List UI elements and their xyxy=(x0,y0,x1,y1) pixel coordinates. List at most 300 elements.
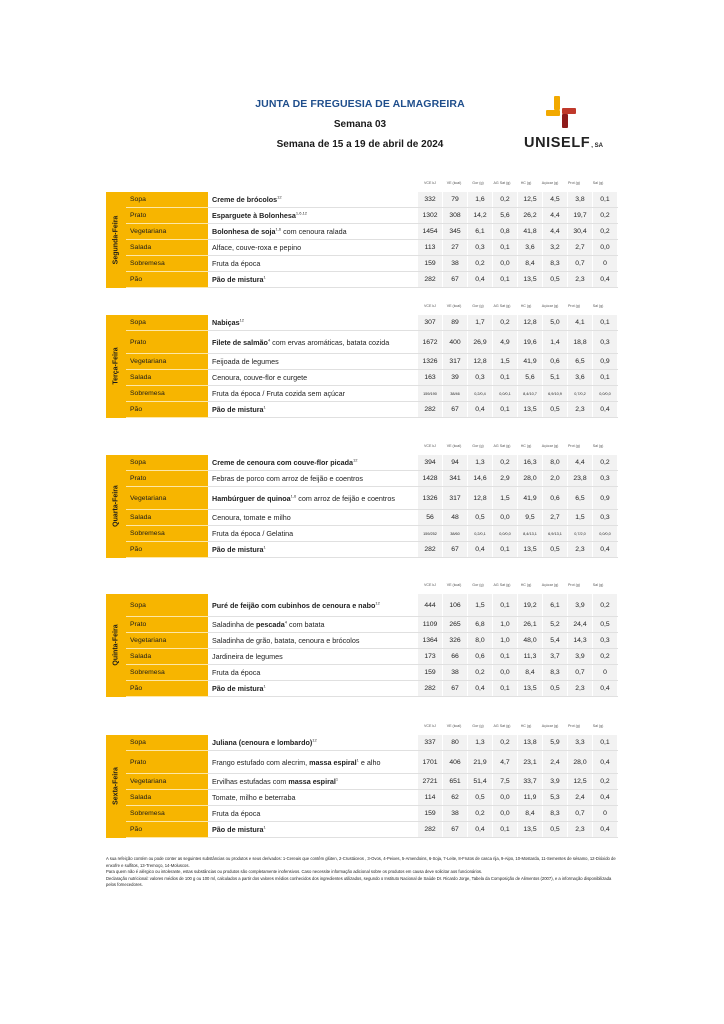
nutrition-header-label: Gor (g) xyxy=(472,181,484,185)
nutrition-value: 11,9 xyxy=(518,790,543,806)
dish-text: Saladinha de xyxy=(212,620,256,629)
nutrition-value: 1,3 xyxy=(468,455,493,471)
dish-name xyxy=(208,681,418,697)
nutrition-header-label: HC (g) xyxy=(520,304,532,308)
nutrition-value: 0,4 xyxy=(593,751,618,774)
nutrition-value: 2721 xyxy=(418,774,443,790)
nutrition-value: 0,3 xyxy=(593,471,618,487)
nutrition-header-label: HC (g) xyxy=(520,181,532,185)
nutrition-value: 0,2 xyxy=(593,208,618,224)
dish-text: Ervilhas estufadas com xyxy=(212,777,289,786)
nutrition-value: 1302 xyxy=(418,208,443,224)
nutrition-header xyxy=(106,180,614,190)
nutrition-value: 282 xyxy=(418,272,443,288)
nutrition-header-label: VE (kcal) xyxy=(446,724,462,728)
meal-category: Sopa xyxy=(126,192,208,208)
dish-text: Esparguete à Bolonhesa xyxy=(212,211,296,220)
uniself-logo-text: UNISELF, SA xyxy=(524,135,603,151)
dish-text: Frango estufado com alecrim, xyxy=(212,757,310,767)
nutrition-header-label: HC (g) xyxy=(520,724,532,728)
nutrition-value: 94 xyxy=(443,455,468,471)
dish-text: Pão de mistura xyxy=(212,545,264,554)
nutrition-value: 89 xyxy=(443,315,468,331)
dish-text: e alho xyxy=(358,757,381,767)
nutrition-value: 0,2 xyxy=(493,192,518,208)
nutrition-value: 1,0 xyxy=(493,633,518,649)
nutrition-value: 67 xyxy=(443,402,468,418)
nutrition-value: 1109 xyxy=(418,617,443,633)
allergen-codes: 1 xyxy=(263,683,266,689)
menu-row xyxy=(106,665,618,681)
nutrition-header-label: Açúcar (g) xyxy=(541,583,559,587)
allergen-codes: 1 xyxy=(263,824,266,830)
allergen-codes: 1 xyxy=(263,274,266,280)
nutrition-value: 0,4 xyxy=(593,681,618,697)
dish-text: Bolonhesa de soja xyxy=(212,227,276,236)
nutrition-value: 33,7 xyxy=(518,774,543,790)
nutrition-value: 13,5 xyxy=(518,681,543,697)
nutrition-value: 38 xyxy=(443,256,468,272)
nutrition-value: 41,8 xyxy=(518,224,543,240)
dish-text: Cenoura, couve-flor e curgete xyxy=(212,373,308,382)
nutrition-value: 26,1 xyxy=(518,617,543,633)
nutrition-value: 0,3 xyxy=(468,370,493,386)
dish-text: Filete de salmão xyxy=(212,337,268,347)
nutrition-header-label: VCE kJ xyxy=(424,444,436,448)
nutrition-value: 2,3 xyxy=(568,681,593,697)
nutrition-value: 341 xyxy=(443,471,468,487)
dish-text: com batata xyxy=(286,620,325,629)
allergen-codes: 12 xyxy=(239,317,245,323)
nutrition-value: 8,4 xyxy=(518,806,543,822)
nutrition-value: 0,8 xyxy=(493,224,518,240)
nutrition-value: 0,6 xyxy=(543,487,568,510)
nutrition-value: 0,4 xyxy=(468,272,493,288)
dish-name xyxy=(208,471,418,487)
nutrition-value: 4,9 xyxy=(493,331,518,354)
nutrition-value: 6,9/13,1 xyxy=(543,526,568,542)
nutrition-value: 0,5 xyxy=(468,790,493,806)
allergen-codes: 1 xyxy=(263,404,266,410)
nutrition-header-label: VCE kJ xyxy=(424,304,436,308)
nutrition-header-label: Prot (g) xyxy=(568,304,580,308)
nutrition-value: 0,1 xyxy=(493,272,518,288)
nutrition-value: 3,8 xyxy=(568,192,593,208)
nutrition-value: 3,6 xyxy=(568,370,593,386)
nutrition-value: 0,2 xyxy=(468,806,493,822)
dish-name xyxy=(208,256,418,272)
nutrition-value: 79 xyxy=(443,192,468,208)
nutrition-value: 0,2 xyxy=(493,455,518,471)
meal-category: Prato xyxy=(126,208,208,224)
nutrition-value: 1,5 xyxy=(493,487,518,510)
nutrition-header-label: Sal (g) xyxy=(592,181,604,185)
nutrition-value: 0,1 xyxy=(493,402,518,418)
nutrition-value: 1,5 xyxy=(568,510,593,526)
menu-row xyxy=(106,256,618,272)
nutrition-value: 0,5 xyxy=(543,272,568,288)
meal-category: Vegetariana xyxy=(126,633,208,649)
day-cell xyxy=(106,455,126,558)
nutrition-header-label: AG Sat (g) xyxy=(493,304,511,308)
menu-row xyxy=(106,224,618,240)
dish-name xyxy=(208,806,418,822)
nutrition-value: 2,3 xyxy=(568,542,593,558)
nutrition-value: 8,4 xyxy=(518,665,543,681)
nutrition-value: 51,4 xyxy=(468,774,493,790)
day-name: Sexta-Feira xyxy=(112,767,120,806)
nutrition-value: 38/60 xyxy=(443,526,468,542)
nutrition-value: 4,4 xyxy=(543,224,568,240)
nutrition-value: 3,2 xyxy=(543,240,568,256)
dish-name xyxy=(208,510,418,526)
nutrition-value: 13,8 xyxy=(518,735,543,751)
allergen-codes: 12 xyxy=(353,457,358,463)
nutrition-value: 0 xyxy=(593,256,618,272)
nutrition-value: 282 xyxy=(418,402,443,418)
menu-row xyxy=(106,272,618,288)
nutrition-header-label: AG Sat (g) xyxy=(493,724,511,728)
menu-row xyxy=(106,542,618,558)
nutrition-value: 0,0/0,1 xyxy=(493,386,518,402)
nutrition-value: 159 xyxy=(418,665,443,681)
nutrition-value: 7,5 xyxy=(493,774,518,790)
day-cell xyxy=(106,192,126,288)
dish-text: Alface, couve-roxa e pepino xyxy=(212,243,302,252)
meal-category: Pão xyxy=(126,272,208,288)
nutrition-value: 1,6 xyxy=(468,192,493,208)
nutrition-value: 282 xyxy=(418,681,443,697)
allergen-codes: 1,6 xyxy=(275,226,282,232)
dish-text: Cenoura, tomate e milho xyxy=(212,513,291,522)
day-name: Quarta-Feira xyxy=(112,485,120,528)
dish-text: Creme de brócolos xyxy=(212,195,278,204)
day-name: Segunda-Feira xyxy=(112,215,120,265)
nutrition-value: 0,3 xyxy=(468,240,493,256)
nutrition-value: 24,4 xyxy=(568,617,593,633)
nutrition-value: 5,6 xyxy=(493,208,518,224)
dish-name xyxy=(208,633,418,649)
nutrition-header-label: Gor (g) xyxy=(472,583,484,587)
dish-name xyxy=(208,822,418,838)
nutrition-value: 317 xyxy=(443,487,468,510)
meal-category: Pão xyxy=(126,822,208,838)
dish-name xyxy=(208,594,418,617)
nutrition-value: 41,9 xyxy=(518,487,543,510)
nutrition-value: 3,3 xyxy=(568,735,593,751)
nutrition-value: 0,2/0,4 xyxy=(468,386,493,402)
nutrition-value: 1701 xyxy=(418,751,443,774)
nutrition-value: 3,9 xyxy=(568,594,593,617)
nutrition-header-label: AG Sat (g) xyxy=(493,583,511,587)
nutrition-value: 2,9 xyxy=(493,471,518,487)
nutrition-value: 38 xyxy=(443,806,468,822)
meal-category: Salada xyxy=(126,510,208,526)
nutrition-value: 2,0 xyxy=(543,471,568,487)
nutrition-value: 400 xyxy=(443,331,468,354)
menu-row xyxy=(106,402,618,418)
nutrition-value: 6,1 xyxy=(468,224,493,240)
meal-category: Vegetariana xyxy=(126,487,208,510)
meal-category: Salada xyxy=(126,790,208,806)
nutrition-value: 12,5 xyxy=(518,192,543,208)
nutrition-value: 307 xyxy=(418,315,443,331)
dish-name xyxy=(208,208,418,224)
dish-text: Febras de porco com arroz de feijão e coentros xyxy=(212,474,364,483)
nutrition-value: 12,8 xyxy=(468,354,493,370)
nutrition-header-label: VE (kcal) xyxy=(446,304,462,308)
nutrition-value: 0,5 xyxy=(543,402,568,418)
footnote-paragraph: Declaração nutricional: valores médios de 100 g ou 100 ml, calculados a partir dos valores médios conhecidos dos ingredientes utilizados, segundo o Instituto Nacional de Saúde Dr. Ricardo Jorge, Tabela da Composição de Alimentos (2007), e a informação disponibilizada pelos fornecedores. xyxy=(106,875,612,888)
menu-row xyxy=(106,735,618,751)
nutrition-value: 5,2 xyxy=(543,617,568,633)
menu-row xyxy=(106,208,618,224)
nutrition-header-label: HC (g) xyxy=(520,583,532,587)
nutrition-value: 5,4 xyxy=(543,633,568,649)
nutrition-value: 38/46 xyxy=(443,386,468,402)
meal-category: Sobremesa xyxy=(126,386,208,402)
nutrition-value: 0,1 xyxy=(493,681,518,697)
menu-row xyxy=(106,240,618,256)
nutrition-value: 308 xyxy=(443,208,468,224)
nutrition-header-label: Gor (g) xyxy=(472,724,484,728)
nutrition-value: 4,7 xyxy=(493,751,518,774)
nutrition-value: 159 xyxy=(418,256,443,272)
dish-text: Nabiças xyxy=(212,318,240,327)
nutrition-value: 26,2 xyxy=(518,208,543,224)
nutrition-value: 0,0 xyxy=(493,510,518,526)
meal-category: Pão xyxy=(126,681,208,697)
nutrition-header-label: Açúcar (g) xyxy=(541,724,559,728)
nutrition-value: 5,1 xyxy=(543,370,568,386)
nutrition-value: 3,9 xyxy=(543,774,568,790)
nutrition-value: 30,4 xyxy=(568,224,593,240)
nutrition-header-label: VE (kcal) xyxy=(446,583,462,587)
meal-category: Vegetariana xyxy=(126,774,208,790)
nutrition-header-label: Sal (g) xyxy=(592,583,604,587)
nutrition-value: 0,1 xyxy=(493,822,518,838)
nutrition-value: 3,7 xyxy=(543,649,568,665)
nutrition-value: 337 xyxy=(418,735,443,751)
nutrition-value: 0,2 xyxy=(593,774,618,790)
nutrition-value: 67 xyxy=(443,272,468,288)
nutrition-value: 14,3 xyxy=(568,633,593,649)
dish-name xyxy=(208,735,418,751)
nutrition-value: 0,1 xyxy=(593,315,618,331)
organization-title: JUNTA DE FREGUESIA DE ALMAGREIRA xyxy=(255,98,465,110)
dish-text: Pão de mistura xyxy=(212,825,264,834)
nutrition-value: 28,0 xyxy=(568,751,593,774)
meal-category: Salada xyxy=(126,240,208,256)
menu-row xyxy=(106,633,618,649)
nutrition-header-label: Prot (g) xyxy=(568,583,580,587)
nutrition-value: 2,7 xyxy=(543,510,568,526)
nutrition-value: 332 xyxy=(418,192,443,208)
nutrition-value: 0,2 xyxy=(468,256,493,272)
nutrition-value: 38 xyxy=(443,665,468,681)
nutrition-value: 0 xyxy=(593,665,618,681)
menu-row xyxy=(106,455,618,471)
nutrition-value: 651 xyxy=(443,774,468,790)
meal-category: Prato xyxy=(126,331,208,354)
nutrition-header-label: Sal (g) xyxy=(592,444,604,448)
nutrition-value: 16,3 xyxy=(518,455,543,471)
nutrition-value: 3,6 xyxy=(518,240,543,256)
nutrition-value: 48,0 xyxy=(518,633,543,649)
nutrition-header-label: Açúcar (g) xyxy=(541,444,559,448)
nutrition-value: 26,9 xyxy=(468,331,493,354)
nutrition-value: 0,7/2,0 xyxy=(568,526,593,542)
nutrition-value: 8,0 xyxy=(543,455,568,471)
nutrition-value: 0,1 xyxy=(493,649,518,665)
allergen-codes: 4 xyxy=(267,337,271,343)
dish-text: Fruta da época / Gelatina xyxy=(212,529,294,538)
nutrition-value: 1326 xyxy=(418,354,443,370)
nutrition-header-label: AG Sat (g) xyxy=(493,444,511,448)
nutrition-value: 66 xyxy=(443,649,468,665)
menu-row xyxy=(106,594,618,617)
menu-table xyxy=(106,315,618,418)
dish-name xyxy=(208,774,418,790)
menu-row xyxy=(106,331,618,354)
nutrition-value: 1672 xyxy=(418,331,443,354)
nutrition-value: 2,3 xyxy=(568,402,593,418)
dish-text: Fruta da época / Fruta cozida sem açúcar xyxy=(212,389,346,398)
nutrition-value: 0,0 xyxy=(493,665,518,681)
nutrition-header-label: VCE kJ xyxy=(424,583,436,587)
nutrition-value: 0,9 xyxy=(593,354,618,370)
nutrition-value: 0,5 xyxy=(543,542,568,558)
nutrition-value: 0,2 xyxy=(593,224,618,240)
allergen-codes: 12 xyxy=(375,600,380,606)
footnote-paragraph: A sua refeição contém ou pode conter as seguintes substâncias ou produtos e seus derivados: 1-Cereais que contêm glúten, 2-Crustáceos , 3-Ovos, 4-Peixes, 5-Amendoins, 6-Soja, 7-Leite, 8-Frutos de casca rija, 9-Aipo, 10-Mostarda, 11-Sementes de sésamo, 12-Dióxido de enxofre e sulfitos, 13-Tremoço, 14-Moluscos. xyxy=(106,856,616,868)
dish-name xyxy=(208,402,418,418)
nutrition-value: 2,4 xyxy=(568,790,593,806)
nutrition-header-label: Sal (g) xyxy=(592,724,604,728)
nutrition-value: 0,2/0,1 xyxy=(468,526,493,542)
nutrition-value: 13,5 xyxy=(518,402,543,418)
menu-row xyxy=(106,790,618,806)
nutrition-value: 0,3 xyxy=(593,331,618,354)
nutrition-value: 14,2 xyxy=(468,208,493,224)
nutrition-value: 0,4 xyxy=(593,272,618,288)
nutrition-header-label: Prot (g) xyxy=(568,181,580,185)
allergen-codes: 1 xyxy=(335,776,339,782)
dish-text: Pão de mistura xyxy=(212,405,264,414)
nutrition-value: 444 xyxy=(418,594,443,617)
nutrition-header xyxy=(106,723,614,733)
nutrition-value: 0,0/0,0 xyxy=(493,526,518,542)
nutrition-value: 1364 xyxy=(418,633,443,649)
nutrition-value: 114 xyxy=(418,790,443,806)
dish-name xyxy=(208,790,418,806)
dish-text: massa espiral xyxy=(288,777,336,786)
allergen-codes: 1,6,12 xyxy=(295,210,308,216)
nutrition-value: 282 xyxy=(418,542,443,558)
nutrition-value: 9,5 xyxy=(518,510,543,526)
nutrition-value: 159/252 xyxy=(418,526,443,542)
meal-category: Prato xyxy=(126,471,208,487)
menu-row xyxy=(106,510,618,526)
nutrition-value: 0,0 xyxy=(493,806,518,822)
nutrition-value: 0,5 xyxy=(543,822,568,838)
nutrition-value: 2,7 xyxy=(568,240,593,256)
nutrition-header-label: HC (g) xyxy=(520,444,532,448)
nutrition-value: 39 xyxy=(443,370,468,386)
nutrition-value: 265 xyxy=(443,617,468,633)
nutrition-value: 0,4 xyxy=(468,822,493,838)
nutrition-value: 19,6 xyxy=(518,331,543,354)
dish-name xyxy=(208,272,418,288)
nutrition-value: 0,0 xyxy=(493,790,518,806)
nutrition-value: 19,7 xyxy=(568,208,593,224)
dish-text: Pão de mistura xyxy=(212,275,264,284)
menu-table xyxy=(106,735,618,838)
nutrition-value: 14,6 xyxy=(468,471,493,487)
nutrition-value: 0 xyxy=(593,806,618,822)
meal-category: Salada xyxy=(126,649,208,665)
nutrition-header-label: Gor (g) xyxy=(472,444,484,448)
allergen-codes: 1 xyxy=(356,757,359,763)
nutrition-value: 67 xyxy=(443,681,468,697)
dish-text: Feijoada de legumes xyxy=(212,357,279,366)
dish-name xyxy=(208,224,418,240)
day-name: Quinta-Feira xyxy=(112,624,120,666)
nutrition-value: 0,0 xyxy=(593,240,618,256)
nutrition-value: 3,9 xyxy=(568,649,593,665)
nutrition-value: 6,9/10,9 xyxy=(543,386,568,402)
dish-text: Fruta da época xyxy=(212,668,261,677)
nutrition-value: 0,1 xyxy=(593,370,618,386)
nutrition-value: 48 xyxy=(443,510,468,526)
nutrition-value: 0,9 xyxy=(593,487,618,510)
nutrition-value: 0,1 xyxy=(593,192,618,208)
menu-row xyxy=(106,526,618,542)
nutrition-header-label: AG Sat (g) xyxy=(493,181,511,185)
menu-row xyxy=(106,806,618,822)
nutrition-value: 345 xyxy=(443,224,468,240)
nutrition-value: 8,3 xyxy=(543,806,568,822)
menu-table xyxy=(106,192,618,288)
menu-row xyxy=(106,370,618,386)
menu-table xyxy=(106,594,618,697)
meal-category: Sopa xyxy=(126,594,208,617)
footnote-paragraph: Para quem não é alérgico ou intolerante, estas substâncias ou produtos são completamente inofensivos. Caso necessite informação adicional sobre os produtos em causa deve solicitar aos funcionários. xyxy=(106,869,483,875)
dish-name xyxy=(208,487,418,510)
nutrition-value: 2,3 xyxy=(568,272,593,288)
nutrition-value: 0,2 xyxy=(593,455,618,471)
menu-row xyxy=(106,681,618,697)
dish-text: Pão de mistura xyxy=(212,684,264,693)
dish-name xyxy=(208,370,418,386)
nutrition-value: 0,1 xyxy=(593,735,618,751)
nutrition-value: 0,4 xyxy=(593,402,618,418)
nutrition-value: 1,5 xyxy=(493,354,518,370)
nutrition-value: 4,1 xyxy=(568,315,593,331)
nutrition-header-label: Açúcar (g) xyxy=(541,181,559,185)
nutrition-header xyxy=(106,582,614,592)
nutrition-value: 159 xyxy=(418,806,443,822)
nutrition-value: 12,8 xyxy=(468,487,493,510)
nutrition-header-label: Prot (g) xyxy=(568,724,580,728)
footnotes xyxy=(106,856,616,889)
nutrition-value: 0,4 xyxy=(468,681,493,697)
nutrition-value: 5,0 xyxy=(543,315,568,331)
nutrition-value: 12,5 xyxy=(568,774,593,790)
nutrition-value: 4,5 xyxy=(543,192,568,208)
nutrition-value: 19,2 xyxy=(518,594,543,617)
nutrition-value: 0,4 xyxy=(468,542,493,558)
